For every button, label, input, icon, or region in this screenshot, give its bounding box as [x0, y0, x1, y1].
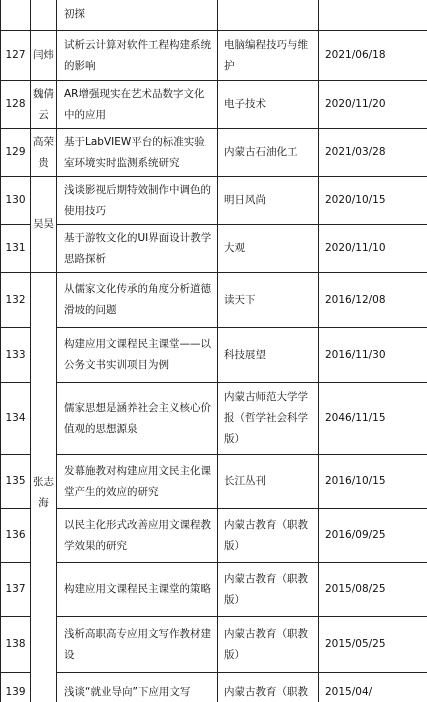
row-number-cell: 128	[1, 81, 31, 129]
table-row	[1, 273, 427, 328]
table-row	[1, 509, 427, 563]
date-cell: 2021/06/18	[319, 31, 427, 81]
author-cell: 闫炜	[31, 31, 57, 81]
publication-cell: 内蒙古教育（职教版）	[218, 563, 319, 617]
title-cell: 发幕施教对构建应用文民主化课堂产生的效应的研究	[57, 455, 218, 509]
title-cell: 以民主化形式改善应用文课程教学效果的研究	[57, 509, 218, 563]
date-cell: 2015/04/	[319, 673, 427, 702]
publication-cell: 电子技术	[218, 81, 319, 129]
table-row	[1, 617, 427, 673]
row-number-cell: 130	[1, 177, 31, 225]
date-cell: 2015/08/25	[319, 563, 427, 617]
publication-cell: 长江丛刊	[218, 455, 319, 509]
title-cell: 浅谈“就业导向”下应用文写	[57, 673, 218, 702]
publication-cell: 内蒙古教育（职教	[218, 673, 319, 702]
row-number-cell	[1, 0, 31, 31]
publication-cell: 电脑编程技巧与维护	[218, 31, 319, 81]
publication-cell	[218, 0, 319, 31]
publication-cell: 内蒙古教育（职教版）	[218, 509, 319, 563]
date-cell: 2016/12/08	[319, 273, 427, 328]
title-cell: 初探	[57, 0, 218, 31]
publication-cell: 内蒙古教育（职教版）	[218, 617, 319, 673]
publication-cell: 内蒙古师范大学学报（哲学社会科学版）	[218, 383, 319, 455]
date-cell: 2016/09/25	[319, 509, 427, 563]
row-number-cell: 127	[1, 31, 31, 81]
date-cell: 2046/11/15	[319, 383, 427, 455]
date-cell: 2020/11/10	[319, 225, 427, 273]
date-cell: 2015/05/25	[319, 617, 427, 673]
table-row	[1, 129, 427, 177]
table-row	[1, 563, 427, 617]
date-cell: 2016/11/30	[319, 328, 427, 383]
publication-cell: 科技展望	[218, 328, 319, 383]
row-number-cell: 137	[1, 563, 31, 617]
row-number-cell: 134	[1, 383, 31, 455]
author-cell	[31, 0, 57, 31]
row-number-cell: 135	[1, 455, 31, 509]
row-number-cell: 138	[1, 617, 31, 673]
row-number-cell: 132	[1, 273, 31, 328]
row-number-cell: 139	[1, 673, 31, 702]
author-cell: 张志海	[31, 273, 57, 702]
title-cell: 基于游牧文化的UI界面设计教学思路探析	[57, 225, 218, 273]
publication-cell: 读天下	[218, 273, 319, 328]
title-cell: AR增强现实在艺术品数字文化中的应用	[57, 81, 218, 129]
table-row	[1, 328, 427, 383]
author-cell: 吴昊	[31, 177, 57, 273]
table-row	[1, 81, 427, 129]
title-cell: 构建应用文课程民主课堂的策略	[57, 563, 218, 617]
publication-cell: 内蒙古石油化工	[218, 129, 319, 177]
row-number-cell: 136	[1, 509, 31, 563]
row-number-cell: 131	[1, 225, 31, 273]
title-cell: 从儒家文化传承的角度分析道德滑坡的问题	[57, 273, 218, 328]
title-cell: 试析云计算对软件工程构建系统的影响	[57, 31, 218, 81]
table-row	[1, 0, 427, 31]
table-row	[1, 673, 427, 702]
title-cell: 儒家思想是涵养社会主义核心价值观的思想源泉	[57, 383, 218, 455]
author-cell: 魏倩云	[31, 81, 57, 129]
row-number-cell: 133	[1, 328, 31, 383]
row-number-cell: 129	[1, 129, 31, 177]
table-row	[1, 177, 427, 225]
table-row	[1, 383, 427, 455]
publication-cell: 明日风尚	[218, 177, 319, 225]
date-cell: 2016/10/15	[319, 455, 427, 509]
author-cell: 高荣贵	[31, 129, 57, 177]
date-cell: 2021/03/28	[319, 129, 427, 177]
title-cell: 构建应用文课程民主课堂——以公务文书实训项目为例	[57, 328, 218, 383]
publication-cell: 大观	[218, 225, 319, 273]
date-cell: 2020/11/20	[319, 81, 427, 129]
title-cell: 基于LabVIEW平台的标准实验室环境实时监测系统研究	[57, 129, 218, 177]
title-cell: 浅谈影视后期特效制作中调色的使用技巧	[57, 177, 218, 225]
table-row	[1, 225, 427, 273]
date-cell: 2020/10/15	[319, 177, 427, 225]
date-cell	[319, 0, 427, 31]
table-row	[1, 455, 427, 509]
title-cell: 浅析高职高专应用文写作教材建设	[57, 617, 218, 673]
table-row	[1, 31, 427, 81]
